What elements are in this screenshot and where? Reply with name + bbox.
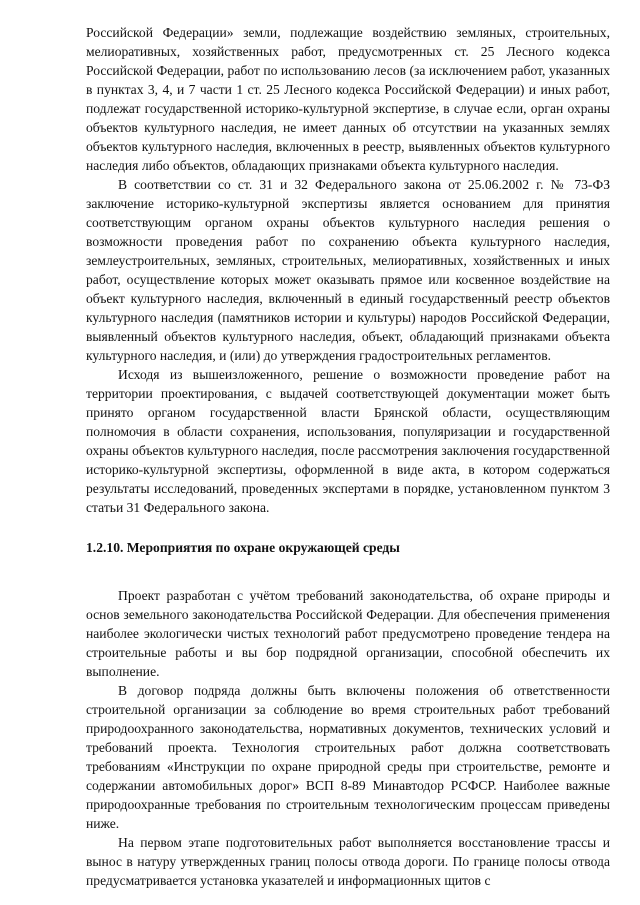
paragraph-3: Исходя из вышеизложенного, решение о возможности проведение работ на территории проектирования, с выдачей соответствующей документации может быть принято органом государственной власти Брянской области, осуществляющим полномочия в области сохранения, использования, популяризации и государственной охраны объектов культурного наследия, после рассмотрения заключения государственной историко-культурной экспертизы, оформленной в виде акта, в котором содержаться результаты исследований, проведенных экспертами в порядке, установленном пунктом 3 статьи 31 Федерального закона.: [86, 367, 610, 515]
paragraph-1: Российской Федерации» земли, подлежащие воздействию земляных, строительных, мелиоративных, хозяйственных работ, предусмотренных ст. 25 Лесного кодекса Российской Федерации, работ по использованию лесов (за исключением работ, указанных в пунктах 3, 4, и 7 части 1 ст. 25 Лесного кодекса Российской Федерации) и иных работ, подлежат государственной историко-культурной экспертизе, в случае если, орган охраны объектов культурного наследия, не имеет данных об отсутствии на указанных землях объектов культурного наследия, включенных в реестр, выявленных объектов культурного наследия либо объектов, обладающих признаками объекта культурного наследия.: [86, 25, 610, 173]
paragraph-6: На первом этапе подготовительных работ выполняется восстановление трассы и вынос в натуру утвержденных границ полосы отвода дороги. По границе полосы отвода предусматривается установка указателей и информационных щитов с: [86, 835, 610, 888]
paragraph-4: Проект разработан с учётом требований законодательства, об охране природы и основ земельного законодательства Российской Федерации. Для обеспечения применения наиболее экологически чистых технологий работ предусмотрено проведение тендера на строительные работы и вы бор подрядной организации, способной обеспечить их выполнение.: [86, 588, 610, 679]
document-body: [86, 23, 610, 890]
section-heading: 1.2.10. Мероприятия по охране окружающей среды: [86, 540, 400, 555]
paragraph-2: В соответствии со ст. 31 и 32 Федерального закона от 25.06.2002 г. № 73-ФЗ заключение историко-культурной экспертизы является основанием для принятия соответствующим органом охраны объектов культурного наследия решения о возможности проведения работ по сохранению объекта культурного наследия, землеустроительных, земляных, строительных, мелиоративных, хозяйственных и иных работ, осуществление которых может оказывать прямое или косвенное воздействие на объект культурного наследия, включенный в единый государственный реестр объектов культурного наследия (памятников истории и культуры) народов Российской Федерации, выявленный объектов культурного наследия, объект, обладающий признаками объекта культурного наследия, и (или) до утверждения градостроительных регламентов.: [86, 177, 610, 363]
paragraph-5: В договор подряда должны быть включены положения об ответственности строительной организации за соблюдение во время строительных работ требований природоохранного законодательства, нормативных документов, технических условий и требований проекта. Технология строительных работ должна соответствовать требованиям «Инструкции по охране природной среды при строительстве, ремонте и содержании автомобильных дорог» ВСП 8-89 Минавтодор РСФСР. Наиболее важные природоохранные требования по строительным технологическим процессам приведены ниже.: [86, 683, 610, 831]
